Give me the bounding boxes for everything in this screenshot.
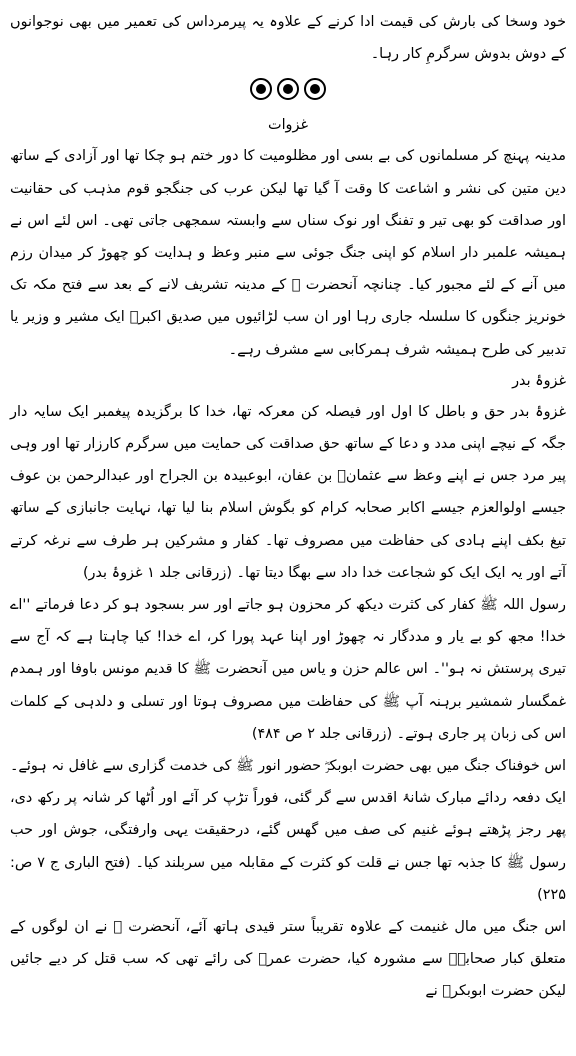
subsection-paragraph: اس خوفناک جنگ میں بھی حضرت ابوبکرؓ حضور انور ﷺ کی خدمت گزاری سے غافل نہ ہوئے۔ ایک دفعہ ردائے مبارک شانۂ اقدس سے گر گئی، فوراً تڑپ کر آئے اور اُٹھا کر شانہ پر رکھ دی، پھر رجز پڑھتے ہوئے غنیم کی صف میں گھس گئے، درحقیقت یہی وارفتگی، جوش اور حب رسول ﷺ کا جذبہ تھا جس نے قلت کو کثرت کے مقابلہ میں سربلند کیا۔ (فتح الباری ج ۷ ص: ۲۲۵)	[10, 758, 566, 903]
section-divider-ornament	[10, 72, 566, 106]
subsection-title: غزوۂ بدر	[512, 372, 566, 389]
section-paragraph: مدینہ پہنچ کر مسلمانوں کی بے بسی اور مظلومیت کا دور ختم ہو چکا تھا اور آزادی کے ساتھ دین متین کی نشر و اشاعت کا وقت آ گیا تھا لیکن عرب کی جنگجو قوم مذہب کی حقانیت اور صداقت کو بھی تیر و تفنگ اور نوک سناں سے وابستہ سمجھی جاتی تھی۔ اس لئے اس نے ہمیشہ علمبر دار اسلام کو اپنی جنگ جوئی سے منبر وعظ و ہدایت کو چھوڑ کر میدان رزم میں آنے کے لئے مجبور کیا۔ چنانچہ آنحضرت ﷺ کے مدینہ تشریف لانے کے بعد سے فتح مکہ تک خونریز جنگوں کا سلسلہ جاری رہا اور ان سب لڑائیوں میں صدیق اکبرؓ ایک مشیر و وزیر یا تدبیر کی طرح ہمیشہ شرف ہمرکابی سے مشرف رہے۔	[10, 148, 566, 358]
ornament-circle-icon	[277, 78, 299, 100]
subsection-paragraph: غزوۂ بدر حق و باطل کا اول اور فیصلہ کن معرکہ تھا، خدا کا برگزیدہ پیغمبر ایک سایہ دار جگہ کے نیچے اپنی مدد و دعا کے ساتھ حق صداقت کی حمایت میں سرگرم کارزار تھا اور وہی پیر مرد جس نے اپنے وعظ سے عثمانؓ بن عفان، ابوعبیدہ بن الجراح اور عبدالرحمن بن عوف جیسے اولوالعزم جیسے اکابر صحابہ کرام کو بگوش اسلام بنا لیا تھا، نہایت جانبازی کے ساتھ تیغ بکف اپنے ہادی کی حفاظت میں مصروف تھا۔ کفار و مشرکین ہر طرف سے نرغہ کرتے آتے اور یہ ایک ایک کو شجاعت خدا داد سے بھگا دیتا تھا۔ (زرقانی جلد ۱ غزوۂ بدر)	[10, 403, 566, 581]
subsection-paragraph: رسول اللہ ﷺ کفار کی کثرت دیکھ کر محزون ہو جاتے اور سر بسجود ہو کر دعا فرماتے ''اے خدا! مجھ کو بے یار و مددگار نہ چھوڑ اور اپنا عہد پورا کر، اے خدا! کیا چاہتا ہے کہ آج سے تیری پرستش نہ ہو''۔ اس عالم حزن و یاس میں آنحضرت ﷺ کا قدیم مونس باوفا اور ہمدم غمگسار شمشیر برہنہ آپ ﷺ کی حفاظت میں مصروف ہوتا اور تسلی و دلدہی کے کلمات اس کی زبان پر جاری ہوتے۔ (زرقانی جلد ۲ ص ۴۸۴)	[10, 597, 566, 742]
ornament-circle-icon	[250, 78, 272, 100]
section-title: غزوات	[268, 117, 308, 134]
ornament-circle-icon	[304, 78, 326, 100]
subsection-paragraph: اس جنگ میں مال غنیمت کے علاوہ تقریباً ستر قیدی ہاتھ آئے، آنحضرت ﷺ نے ان لوگوں کے متعلق کبار صحابہؓ سے مشورہ کیا، حضرت عمرؓ کی رائے تھی کہ سب قتل کر دیے جائیں لیکن حضرت ابوبکرؓ نے	[10, 919, 566, 1000]
intro-paragraph: خود وسخا کی بارش کی قیمت ادا کرنے کے علاوہ یہ پیرمرداس کی تعمیر میں بھی نوجوانوں کے دوش بدوش سرگرمِ کار رہا۔	[10, 14, 566, 63]
